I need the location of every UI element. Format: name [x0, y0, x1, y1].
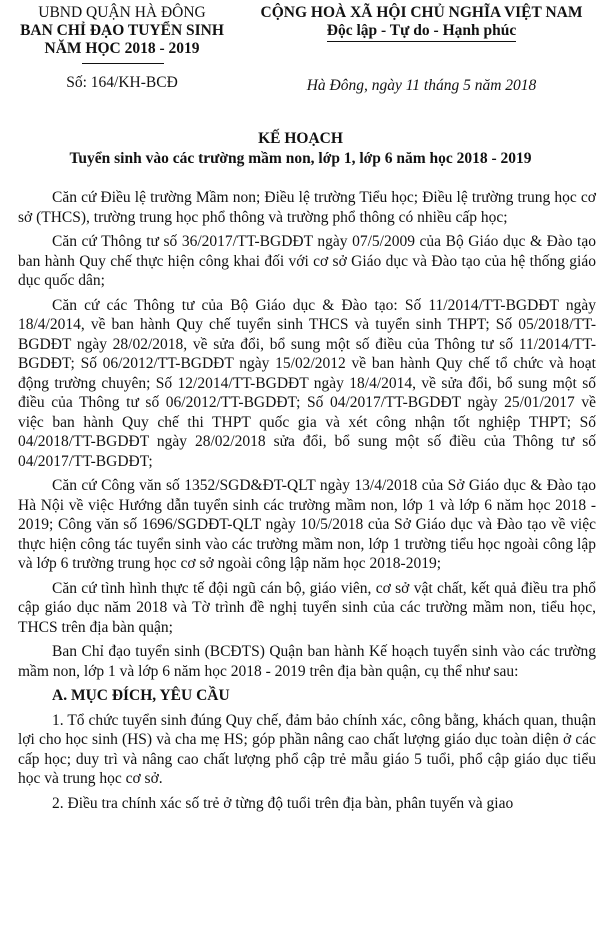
paragraph-legal-basis-1: Căn cứ Điều lệ trường Mầm non; Điều lệ trường Tiểu học; Điều lệ trường trung học cơ sở (THCS), trường trung học phổ thông và trường phổ thông có nhiều cấp học;	[18, 189, 596, 226]
section-heading-a: A. MỤC ĐÍCH, YÊU CẦU	[52, 687, 230, 704]
agency-line-3: NĂM HỌC 2018 - 2019	[44, 40, 200, 57]
national-motto: Độc lập - Tự do - Hạnh phúc	[327, 22, 516, 42]
document-subtitle: Tuyển sinh vào các trường mầm non, lớp 1, lớp 6 năm học 2018 - 2019	[69, 150, 532, 167]
paragraph-legal-basis-3: Căn cứ các Thông tư của Bộ Giáo dục & Đào tạo: Số 11/2014/TT-BGDĐT ngày 18/4/2014, về ban hành Quy chế tuyển sinh THCS và tuyển sinh THPT; Số 05/2018/TT-BGDĐT ngày 28/02/2018, về sửa đổi, bổ sung một số điều của Thông tư số 11/2014/TT-BGDĐT; Số 06/2012/TT-BGDĐT ngày 15/02/2012 về ban hành Quy chế tổ chức và hoạt động trường chuyên; Số 12/2014/TT-BGDĐT ngày 18/4/2014, về sửa đổi, bổ sung một số điều của Thông tư số 06/2012/TT-BGDĐT; Số 04/2017/TT-BGDĐT ngày 25/01/2017 về việc ban hành Quy chế thi THPT quốc gia và xét công nhận tốt nghiệp THPT; Số 04/2018/TT-BGDĐT ngày 28/02/2018 sửa đổi, bổ sung một số điều của Thông tư số 04/2017/TT-BGDĐT;	[18, 296, 596, 470]
paragraph-introduction: Ban Chỉ đạo tuyển sinh (BCĐTS) Quận ban hành Kế hoạch tuyển sinh vào các trường mầm non, lớp 1 và lớp 6 năm học 2018 - 2019 trên địa bàn quận, cụ thể như sau:	[18, 643, 596, 680]
document-body	[18, 188, 596, 818]
paragraph-legal-basis-4: Căn cứ Công văn số 1352/SGD&ĐT-QLT ngày 13/4/2018 của Sở Giáo dục & Đào tạo Hà Nội về việc Hướng dẫn tuyển sinh các trường mầm non, lớp 1 và lớp 6 năm học 2018 - 2019; Công văn số 1696/SGDĐT-QLT ngày 10/5/2018 của Sở Giáo dục và Đào tạo về việc thực hiện công tác tuyển sinh vào các trường mầm non, lớp 1 trường tiểu học ngoài công lập và lớp 6 trường trung học cơ sở ngoài công lập năm học 2018-2019;	[18, 477, 596, 572]
agency-line-1: UBND QUẬN HÀ ĐÔNG	[38, 4, 206, 21]
agency-line-2: BAN CHỈ ĐẠO TUYỂN SINH	[20, 22, 224, 39]
document-number: Số: 164/KH-BCĐ	[66, 74, 178, 91]
place-date: Hà Đông, ngày 11 tháng 5 năm 2018	[306, 77, 537, 94]
issuing-agency-block	[6, 4, 238, 92]
nation-name: CỘNG HOÀ XÃ HỘI CHỦ NGHĨA VIỆT NAM	[260, 4, 583, 21]
paragraph-item-2: 2. Điều tra chính xác số trẻ ở từng độ tuổi trên địa bàn, phân tuyến và giao	[52, 794, 514, 812]
document-title: KẾ HOẠCH	[258, 130, 343, 147]
paragraph-legal-basis-5: Căn cứ tình hình thực tế đội ngũ cán bộ, giáo viên, cơ sở vật chất, kết quả điều tra phổ cập giáo dục năm 2018 và Tờ trình đề nghị tuyển sinh của các trường mầm non, tiểu học, THCS trên địa bàn quận;	[18, 579, 596, 636]
paragraph-legal-basis-2: Căn cứ Thông tư số 36/2017/TT-BGDĐT ngày 07/5/2009 của Bộ Giáo dục & Đào tạo ban hành Quy chế thực hiện công khai đối với cơ sở Giáo dục và Đào tạo của hệ thống giáo dục quốc dân;	[18, 233, 596, 289]
national-title-block	[244, 4, 599, 42]
paragraph-item-1: 1. Tổ chức tuyển sinh đúng Quy chế, đảm bảo chính xác, công bằng, khách quan, thuận lợi cho học sinh (HS) và cha mẹ HS; góp phần nâng cao chất lượng giáo dục toàn diện ở các cấp học; duy trì và nâng cao chất lượng phổ cập trẻ mẫu giáo 5 tuổi, phổ cập giáo dục tiểu học và trung học cơ sở.	[18, 711, 596, 787]
agency-underline	[82, 63, 164, 64]
